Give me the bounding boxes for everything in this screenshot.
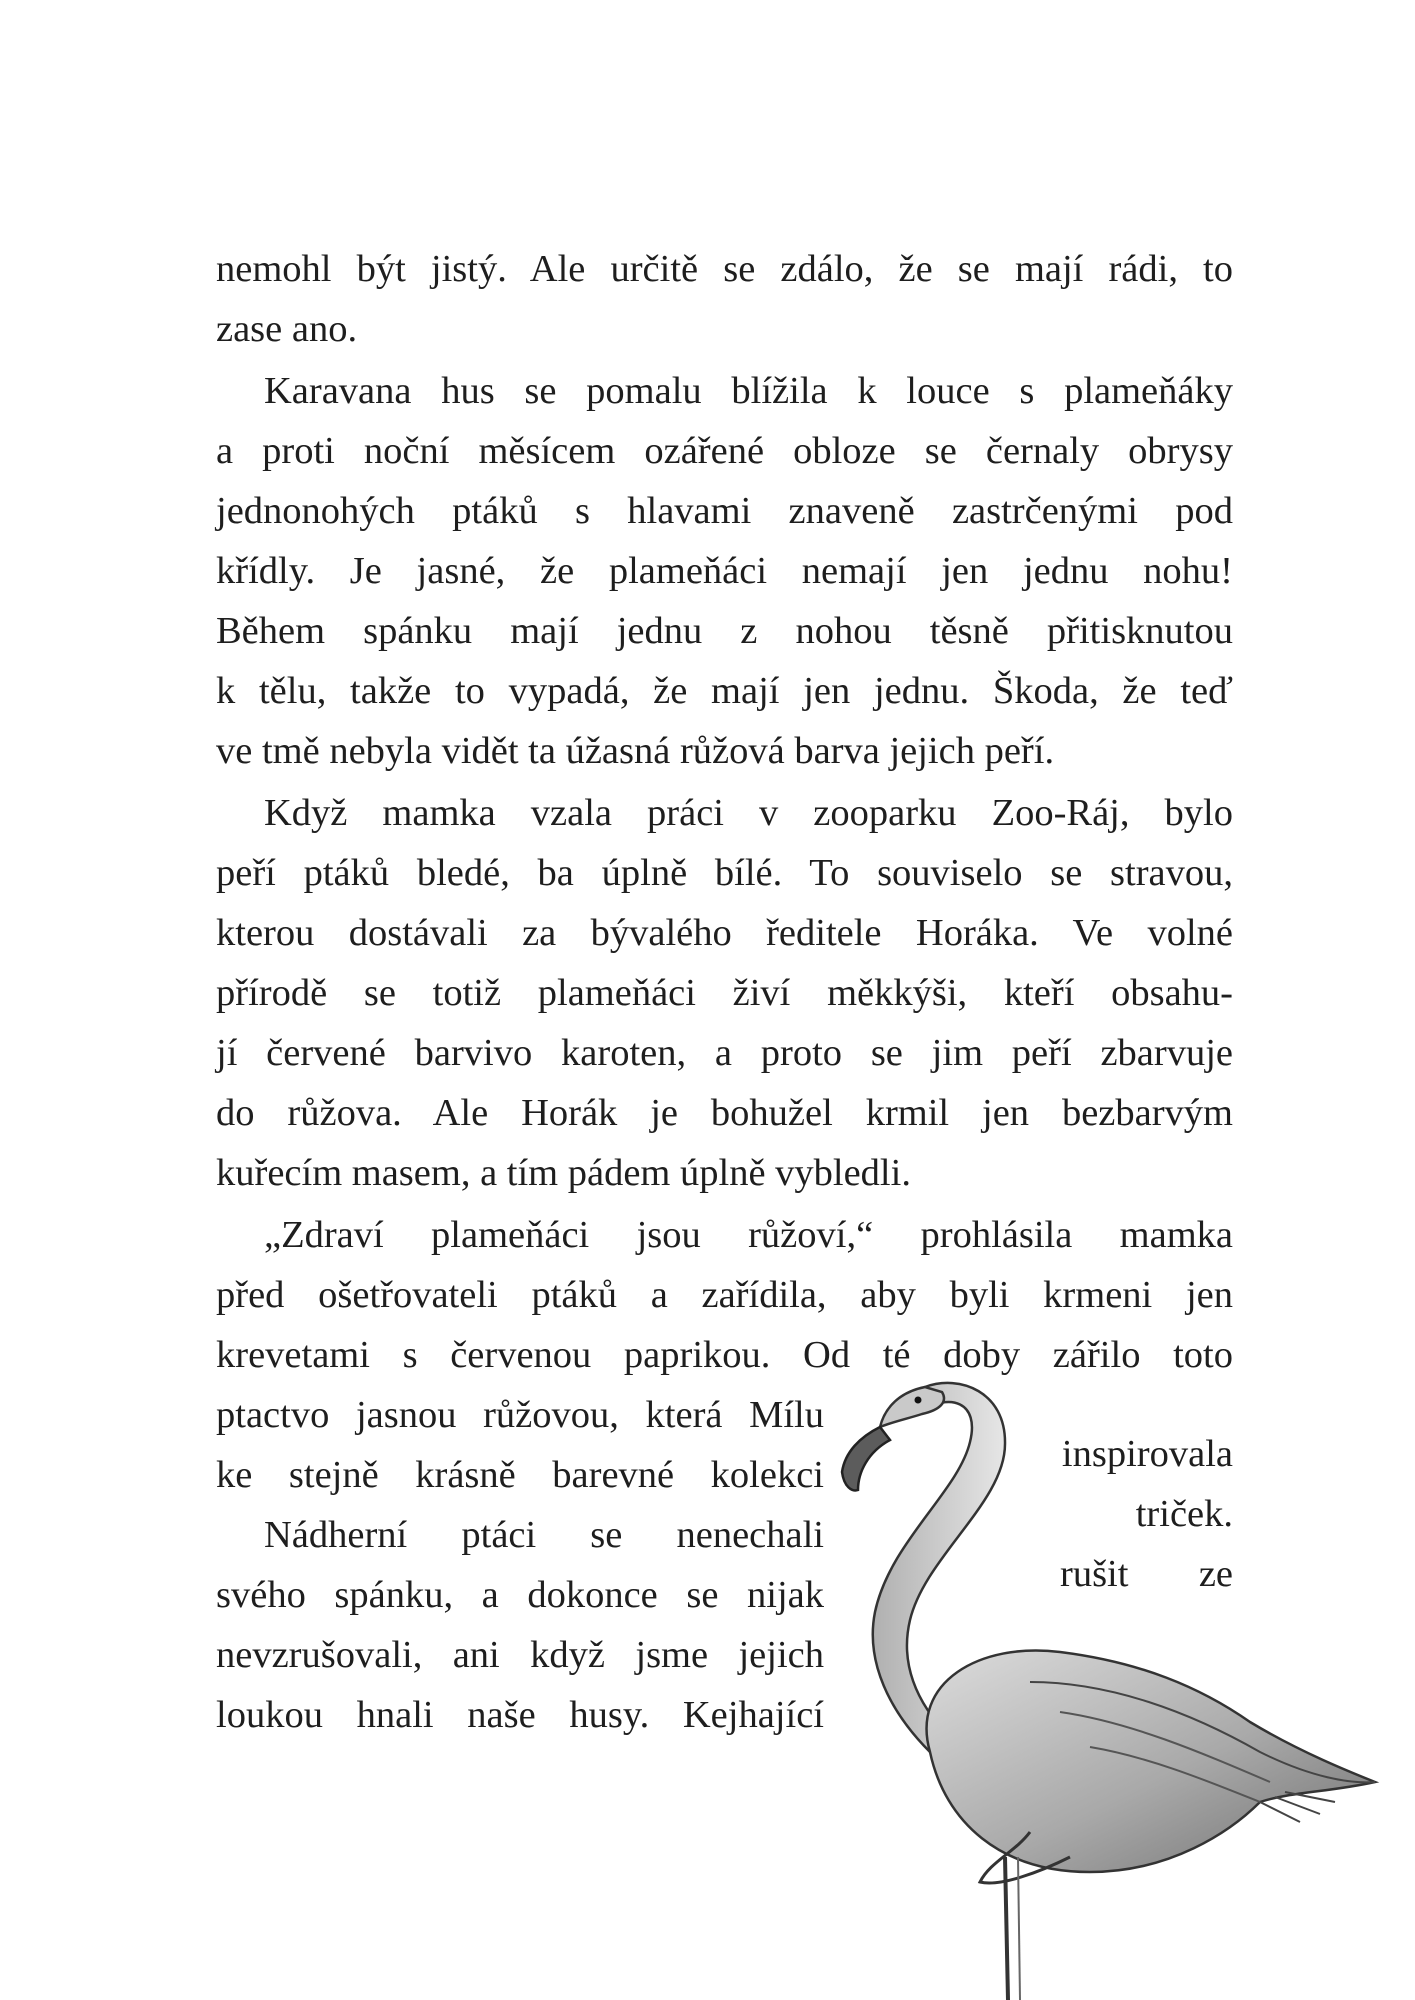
text-line: a proti noční měsícem ozářené obloze se černaly obrysy (216, 430, 1233, 472)
text-line: ve tmě nebyla vidět ta úžasná růžová barva jejich peří. (216, 730, 1055, 772)
flamingo-beak (842, 1427, 890, 1490)
flamingo-eye (915, 1397, 922, 1404)
text-line: loukou hnali naše husy. Kejhající (216, 1694, 824, 1736)
text-line-right-fragment: inspirovala (1061, 1432, 1233, 1475)
text-line: k tělu, takže to vypadá, že mají jen jednu. Škoda, že teď (216, 670, 1233, 712)
text-line-right-fragment: ze (1198, 1552, 1233, 1595)
text-line: do růžova. Ale Horák je bohužel krmil jen bezbarvým (216, 1092, 1233, 1134)
text-line: nemohl být jistý. Ale určitě se zdálo, že se mají rádi, to (216, 248, 1233, 290)
text-line: ptactvo jasnou růžovou, která Mílu (216, 1394, 824, 1436)
text-line: peří ptáků bledé, ba úplně bílé. To souviselo se stravou, (216, 852, 1233, 894)
text-line: Nádherní ptáci se nenechali (264, 1514, 824, 1556)
text-line: Když mamka vzala práci v zooparku Zoo-Ráj, bylo (264, 792, 1233, 834)
text-line: nevzrušovali, ani když jsme jejich (216, 1634, 824, 1676)
text-line: „Zdraví plameňáci jsou růžoví,“ prohlásila mamka (264, 1214, 1233, 1256)
text-line: jí červené barvivo karoten, a proto se jim peří zbarvuje (216, 1032, 1233, 1074)
text-line: kterou dostávali za bývalého ředitele Horáka. Ve volné (216, 912, 1233, 954)
text-line: křídly. Je jasné, že plameňáci nemají jen jednu nohu! (216, 550, 1233, 592)
text-line: Karavana hus se pomalu blížila k louce s plameňáky (264, 370, 1233, 412)
flamingo-head (880, 1387, 944, 1427)
text-line: kuřecím masem, a tím pádem úplně vybledli. (216, 1152, 911, 1194)
flamingo-illustration (830, 1352, 1390, 2000)
text-line: jednonohých ptáků s hlavami znaveně zastrčenými pod (216, 490, 1233, 532)
text-line-right-fragment: triček. (1135, 1492, 1233, 1535)
text-line: krevetami s červenou paprikou. Od té doby zářilo toto (216, 1334, 1233, 1376)
text-line: přírodě se totiž plameňáci živí měkkýši, kteří obsahu- (216, 972, 1233, 1014)
text-line: svého spánku, a dokonce se nijak (216, 1574, 824, 1616)
text-line: zase ano. (216, 308, 358, 350)
text-line-right-fragment: rušit (1060, 1552, 1129, 1595)
text-line: Během spánku mají jednu z nohou těsně přitisknutou (216, 610, 1233, 652)
flamingo-leg (1005, 1857, 1008, 2000)
text-line: před ošetřovateli ptáků a zařídila, aby byli krmeni jen (216, 1274, 1233, 1316)
text-line: ke stejně krásně barevné kolekci (216, 1454, 824, 1496)
